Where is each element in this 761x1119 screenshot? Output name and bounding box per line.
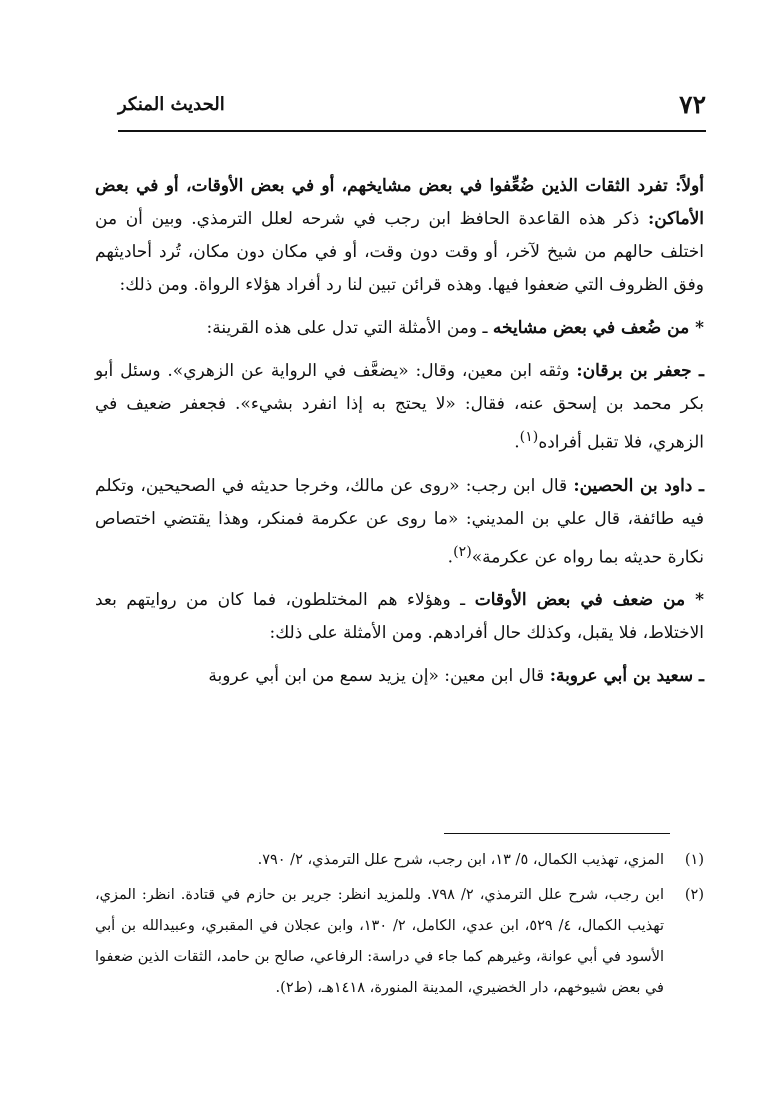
paragraph-5-heading: * من ضعف في بعض الأوقات (474, 590, 705, 611)
paragraph-3: ـ جعفر بن برقان: وثقه ابن معين، وقال: «يضعَّف في الرواية عن الزهري». وسئل أبو بكر محمد بن إسحق عنه، فقال: «لا يحتج به إذا انفرد بشيء». فجعفر ضعيف في الزهري، فلا تقبل أفراده$^{(١)}$. (95, 361, 704, 453)
footnote-number: (٢) (684, 887, 704, 903)
paragraph-5-text: ـ وهؤلاء هم المختلطون، فما كان من روايتهم بعد الاختلاط، فلا يقبل، وكذلك حال أفرادهم. ومن الأمثلة على ذلك: (95, 590, 704, 644)
footnote-ref-1[interactable]: (١) (519, 429, 539, 445)
main-text (95, 170, 704, 693)
paragraph-6 (95, 660, 704, 693)
footnote-separator (444, 833, 670, 834)
paragraph-1-heading: أولاً: تفرد الثقات الذين ضُعِّفوا في بعض مشايخهم، أو في بعض الأوقات، أو في بعض الأماكن: (95, 176, 704, 229)
paragraph-4-heading: ـ داود بن الحصين: (573, 475, 704, 496)
page-number: ٧٢ (679, 90, 706, 119)
paragraph-1 (95, 170, 704, 302)
footnote-1 (95, 845, 704, 876)
running-title: الحديث المنكر (118, 94, 225, 115)
header-rule (118, 130, 706, 132)
paragraph-3-text: وثقه ابن معين، وقال: «يضعَّف في الرواية عن الزهري». وسئل أبو بكر محمد بن إسحق عنه، فقال: «لا يحتج به إذا انفرد بشيء». فجعفر ضعيف في الزهري، فلا تقبل أفراده (95, 361, 704, 453)
footnote-2 (95, 880, 704, 1004)
paragraph-6-heading: ـ سعيد بن أبي عروبة: (549, 666, 704, 687)
page-header (118, 90, 706, 130)
paragraph-2 (95, 312, 704, 345)
paragraph-6-text: قال ابن معين: «إن يزيد سمع من ابن أبي عروبة (208, 666, 545, 687)
paragraph-4: ـ داود بن الحصين: قال ابن رجب: «روى عن مالك، وخرجا حديثه في الصحيحين، وتكلم فيه طائفة، قال علي بن المديني: «ما روى عن عكرمة فمنكر، وهذا يقتضي اختصاص نكارة حديثه بما رواه عن عكرمة»$^{(٢)}$. (95, 475, 704, 568)
footnotes (95, 845, 704, 1004)
paragraph-3-heading: ـ جعفر بن برقان: (576, 361, 704, 381)
paragraph-1-text: ذكر هذه القاعدة الحافظ ابن رجب في شرحه لعلل الترمذي. وبين أن من اختلف حالهم من شيخ لآخر، أو وقت دون وقت، أو في مكان دون مكان، تُرد أحاديثهم وفق الظروف التي ضعفوا فيها. وهذه قرائن تبين لنا رد أفراد هؤلاء الرواة. ومن ذلك: (95, 209, 704, 295)
footnote-text: ابن رجب، شرح علل الترمذي، ٢/ ٧٩٨. وللمزيد انظر: جرير بن حازم في قتادة. انظر: المزي، تهذيب الكمال، ٤/ ٥٢٩، ابن عدي، الكامل، ٢/ ١٣٠، وابن عجلان في المقبري، وعبيدالله بن أبي الأسود في أبي عوانة، وغيرهم كما جاء في دراسة: الرفاعي، صالح بن حامد، الثقات الذين ضعفوا في بعض شيوخهم، دار الخضيري، المدينة المنورة، ١٤١٨هـ، (ط٢). (95, 887, 664, 996)
footnote-text: المزي، تهذيب الكمال، ٥/ ١٣، ابن رجب، شرح علل الترمذي، ٢/ ٧٩٠. (257, 852, 664, 868)
paragraph-2-heading: * من ضُعف في بعض مشايخه (492, 318, 704, 338)
paragraph-5 (95, 584, 704, 650)
paragraph-2-text: ـ ومن الأمثلة التي تدل على هذه القرينة: (206, 318, 488, 338)
footnote-ref-2[interactable]: (٢) (453, 543, 472, 560)
footnote-number: (١) (684, 852, 704, 868)
paragraph-4-text: قال ابن رجب: «روى عن مالك، وخرجا حديثه في الصحيحين، وتكلم فيه طائفة، قال علي بن المديني: «ما روى عن عكرمة فمنكر، وهذا يقتضي اختصاص نكارة حديثه بما رواه عن عكرمة» (95, 475, 704, 568)
